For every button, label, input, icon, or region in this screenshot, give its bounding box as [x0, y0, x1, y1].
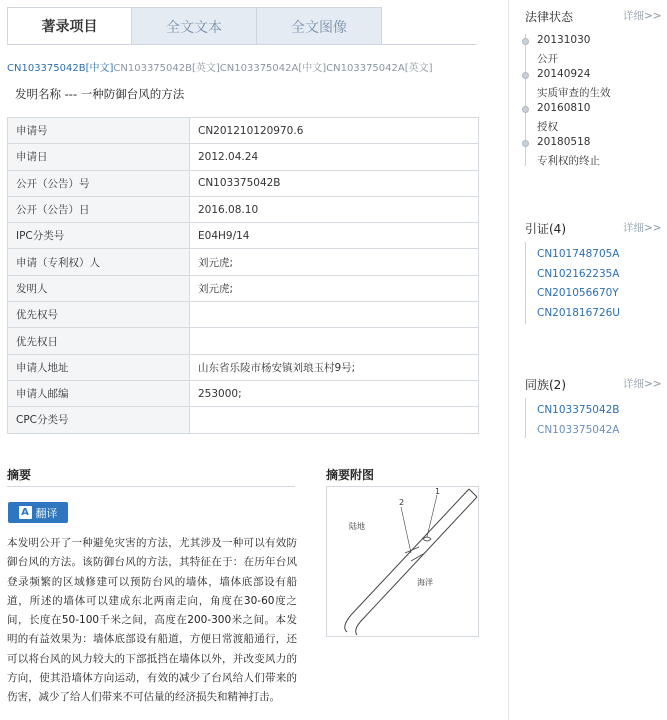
invention-title-separator: --- [64, 87, 78, 101]
field-value: 2016.08.10 [190, 196, 479, 222]
citation-link[interactable]: CN201816726U [537, 306, 620, 319]
field-value [190, 302, 479, 328]
field-label: 优先权号 [8, 302, 190, 328]
table-row [8, 249, 479, 275]
field-label: 公开（公告）日 [8, 196, 190, 222]
field-label: IPC分类号 [8, 223, 190, 249]
field-label: CPC分类号 [8, 407, 190, 433]
legal-event-date: 20160810 [537, 102, 591, 114]
citations-more-link[interactable]: 详细>> [623, 222, 662, 234]
citation-link[interactable]: CN102162235A [537, 267, 620, 280]
legal-event-status: 专利权的终止 [537, 155, 600, 167]
tab-underline [7, 44, 477, 45]
table-row [8, 144, 479, 170]
document-version-links [7, 59, 433, 74]
field-label: 申请人地址 [8, 354, 190, 380]
family-link[interactable]: CN103375042A [537, 423, 620, 436]
timeline-dot [522, 140, 529, 147]
doc-link-a-english[interactable]: CN103375042A[英文] [326, 63, 433, 74]
field-label: 申请日 [8, 144, 190, 170]
field-value [190, 407, 479, 433]
abstract-heading: 摘要 [7, 468, 32, 482]
field-value: CN201210120970.6 [190, 118, 479, 144]
abstract-divider [7, 486, 295, 487]
translate-button-label: 翻译 [35, 506, 58, 520]
tab-bar [7, 7, 382, 45]
abstract-figure-heading: 摘要附图 [326, 468, 375, 482]
citations-line [525, 242, 526, 324]
citation-link[interactable]: CN101748705A [537, 248, 620, 260]
family-line [525, 398, 526, 438]
abstract-text: 本发明公开了一种避免灾害的方法，尤其涉及一种可以有效防御台风的方法。该防御台风的方法，其特征在于：在历年台风登录频繁的区域修建可以预防台风的墙体，墙体底部设有船道，所述的墙体可以建成东北两南走向，角度在30-60度之间，长度在50-100千米之间，高度在200-300米之间。本发明的有益效果为：墙体底部设有船道，方便日常渡船通行，还可以将台风的风力较大的下部抵挡在墙体以外，并改变风力的方向，使其沿墙体方向运动，有效的减少了台风给人们带来的伤害，减少了给人们带来不可估量的经济损失和精神打击。 [7, 537, 297, 704]
translate-button[interactable] [8, 502, 68, 523]
tab-fulltext[interactable]: 全文文本 [132, 7, 257, 45]
figure-label-land: 陆地 [349, 522, 365, 531]
field-value [190, 328, 479, 354]
table-row [8, 328, 479, 354]
timeline-dot [522, 38, 529, 45]
table-row [8, 196, 479, 222]
figure-label-2: 2 [399, 498, 405, 507]
table-row [8, 407, 479, 433]
field-label: 发明人 [8, 275, 190, 301]
field-label: 申请人邮编 [8, 380, 190, 406]
invention-title-value: 一种防御台风的方法 [80, 87, 185, 101]
field-label: 公开（公告）号 [8, 170, 190, 196]
field-value: E04H9/14 [190, 223, 479, 249]
field-value: 刘元虎; [190, 275, 479, 301]
doc-link-b-chinese[interactable]: CN103375042B[中文] [7, 63, 114, 74]
field-label: 优先权日 [8, 328, 190, 354]
family-link[interactable]: CN103375042B [537, 404, 620, 416]
timeline-dot [522, 72, 529, 79]
legal-event-status: 实质审查的生效 [537, 87, 611, 99]
family-title: 同族(2) [525, 378, 566, 392]
table-row [8, 223, 479, 249]
invention-title-label: 发明名称 [15, 87, 61, 101]
wall-drawing [327, 487, 478, 636]
bibliographic-table [7, 117, 479, 434]
field-label: 申请（专利权）人 [8, 249, 190, 275]
legal-event-date: 20140924 [537, 68, 591, 80]
field-label: 申请号 [8, 118, 190, 144]
abstract-figure [326, 486, 479, 637]
invention-title [15, 86, 184, 102]
legal-event-date: 20180518 [537, 136, 591, 148]
tab-fullimage[interactable]: 全文图像 [257, 7, 382, 45]
table-row [8, 354, 479, 380]
timeline-dot [522, 106, 529, 113]
figure-label-sea: 海洋 [417, 578, 433, 587]
table-row [8, 170, 479, 196]
field-value: 刘元虎; [190, 249, 479, 275]
citations-title: 引证(4) [525, 222, 566, 236]
table-row [8, 118, 479, 144]
sidebar-divider [508, 0, 509, 720]
legal-event-status: 授权 [537, 121, 558, 133]
legal-event-date: 20131030 [537, 34, 591, 46]
field-value: 2012.04.24 [190, 144, 479, 170]
table-row [8, 275, 479, 301]
field-value: 253000; [190, 380, 479, 406]
translate-icon: A [19, 506, 32, 519]
tab-bibliographic[interactable]: 著录项目 [7, 7, 132, 45]
doc-link-b-english[interactable]: CN103375042B[英文] [113, 63, 220, 74]
figure-label-1: 1 [435, 487, 441, 496]
legal-event-status: 公开 [537, 53, 558, 65]
legal-status-more-link[interactable]: 详细>> [623, 10, 662, 22]
field-value: CN103375042B [190, 170, 479, 196]
table-row [8, 380, 479, 406]
legal-status-title: 法律状态 [525, 10, 574, 24]
citation-link[interactable]: CN201056670Y [537, 287, 619, 299]
field-value: 山东省乐陵市杨安镇刘琅玉村9号; [190, 354, 479, 380]
family-more-link[interactable]: 详细>> [623, 378, 662, 390]
doc-link-a-chinese[interactable]: CN103375042A[中文] [219, 63, 327, 74]
table-row [8, 302, 479, 328]
